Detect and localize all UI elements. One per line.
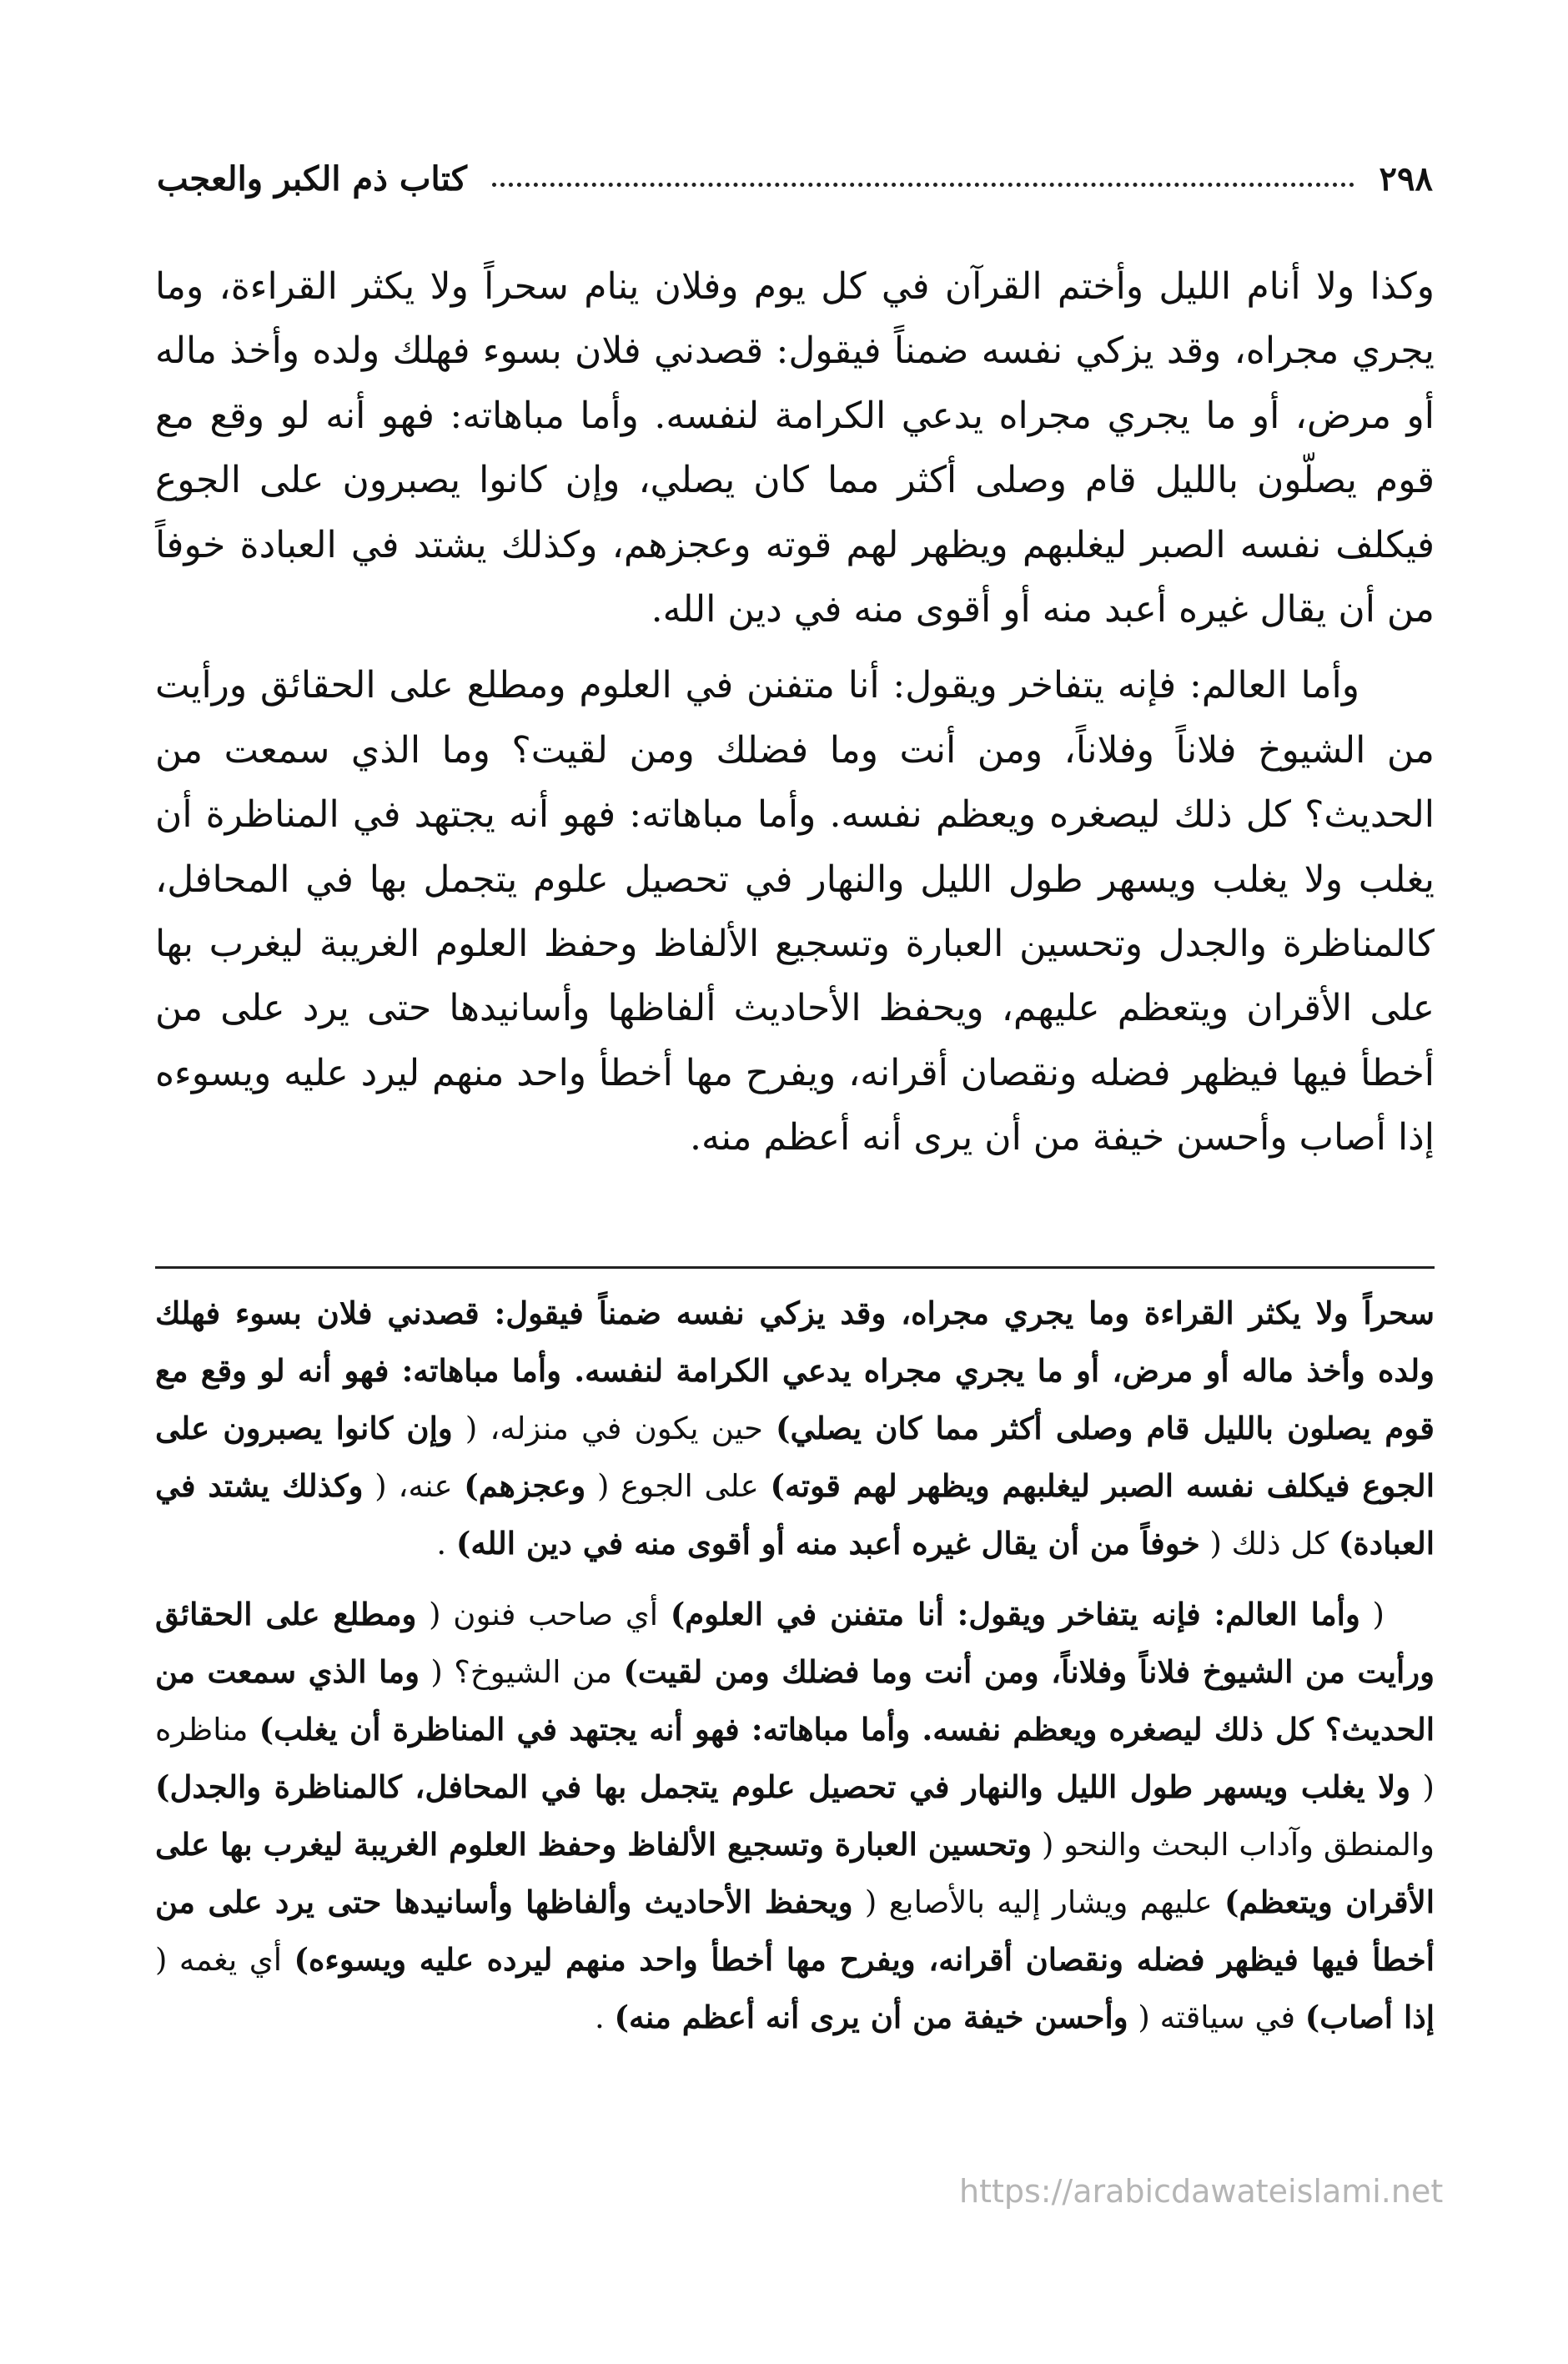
quoted-matn-text: سحراً ولا يكثر القراءة وما يجري مجراه، وقد يزكي نفسه ضمناً فيقول: قصدني فلان بسوء فهلك ولده وأخذ ماله أو مرض، أو ما يجري مجراه يدعي الكرامة لنفسه. وأما مباهاته: فهو أنه لو وقع مع قوم يصلون بالليل قام وصلى أكثر مما كان يصلي): [155, 1295, 1435, 1446]
quoted-matn-text: وأحسن خيفة من أن يرى أنه أعظم منه): [614, 1999, 1128, 2035]
commentary-text: أي صاحب فنون (: [416, 1597, 671, 1632]
commentary-text: .: [436, 1526, 456, 1562]
commentary-text: عنه، (: [363, 1468, 465, 1504]
main-paragraph-1: وكذا ولا أنام الليل وأختم القرآن في كل يوم وفلان ينام سحراً ولا يكثر القراءة، وما يجري مجراه، وقد يزكي نفسه ضمناً فيقول: قصدني فلان بسوء فهلك ولده وأخذ ماله أو مرض، أو ما يجري مجراه يدعي الكرامة لنفسه. وأما مباهاته: فهو أنه لو وقع مع قوم يصلّون بالليل قام وصلى أكثر مما كان يصلي، وإن كانوا يصبرون على الجوع فيكلف نفسه الصبر ليغلبهم ويظهر لهم قوته وعجزهم، وكذلك يشتد في العبادة خوفاً من أن يقال غيره أعبد منه أو أقوى منه في دين الله.: [155, 265, 1435, 631]
commentary-text: والمنطق وآداب البحث والنحو (: [1032, 1827, 1435, 1863]
footnote-separator: [155, 1266, 1435, 1269]
quoted-matn-text: ولا يغلب ويسهر طول الليل والنهار في تحصيل علوم يتجمل بها في المحافل، كالمناظرة والجدل): [155, 1768, 1411, 1805]
commentary-paragraph-2: [155, 1586, 1435, 2046]
header-dotted-leader: [492, 183, 1354, 187]
main-text: [155, 254, 1435, 1170]
quoted-matn-text: ويحفظ الأحاديث وألفاظها وأسانيدها حتى يرد على من أخطأ فيها فيظهر فضله ونقصان أقرانه، ويفرح مها أخطأ واحد منهم ليرده عليه ويسوءه): [155, 1884, 1435, 1978]
commentary-text: مناظره (: [155, 1712, 1435, 1805]
quoted-matn-text: وما الذي سمعت من الحديث؟ كل ذلك ليصغره ويعظم نفسه. وأما مباهاته: فهو أنه يجتهد في المناظرة أن يغلب): [155, 1653, 1435, 1748]
commentary-text: حين يكون في منزله، (: [452, 1411, 776, 1446]
commentary-text: (: [1359, 1597, 1385, 1632]
commentary-text: .: [594, 1999, 615, 2035]
commentary-text: أي يغمه (: [155, 1942, 294, 1978]
running-title: كتاب ذم الكبر والعجب: [157, 159, 467, 199]
page-number: ٢٩٨: [1379, 159, 1433, 199]
quoted-matn-text: خوفاً من أن يقال غيره أعبد منه أو أقوى منه في دين الله): [455, 1525, 1200, 1562]
quoted-matn-text: وتحسين العبارة وتسجيع الألفاظ وحفظ العلوم الغريبة ليغرب بها على الأقران ويتعظم): [155, 1826, 1435, 1920]
quoted-matn-text: وإن كانوا يصبرون على الجوع فيكلف نفسه الصبر ليغلبهم ويظهر لهم قوته): [155, 1410, 1435, 1504]
main-paragraph-2: وأما العالم: فإنه يتفاخر ويقول: أنا متفنن في العلوم ومطلع على الحقائق ورأيت من الشيوخ فلاناً وفلاناً، ومن أنت وما فضلك ومن لقيت؟ وما الذي سمعت من الحديث؟ كل ذلك ليصغره ويعظم نفسه. وأما مباهاته: فهو أنه يجتهد في المناظرة أن يغلب ولا يغلب ويسهر طول الليل والنهار في تحصيل علوم يتجمل بها في المحافل، كالمناظرة والجدل وتحسين العبارة وتسجيع الألفاظ وحفظ العلوم الغريبة ليغرب بها على الأقران ويتعظم عليهم، ويحفظ الأحاديث ألفاظها وأسانيدها حتى يرد على من أخطأ فيها فيظهر فضله ونقصان أقرانه، ويفرح مها أخطأ واحد منهم ليرد عليه ويسوءه إذا أصاب وأحسن خيفة من أن يرى أنه أعظم منه.: [155, 664, 1435, 1159]
watermark-url: https://arabicdawateislami.net: [959, 2173, 1444, 2210]
commentary: [155, 1285, 1435, 2046]
quoted-matn-text: وأما العالم: فإنه يتفاخر ويقول: أنا متفنن في العلوم): [670, 1596, 1360, 1632]
commentary-text: عليهم ويشار إليه بالأصابع (: [852, 1884, 1225, 1920]
quoted-matn-text: إذا أصاب): [1304, 1999, 1435, 2035]
commentary-paragraph-1: [155, 1285, 1435, 1572]
page-header: [157, 148, 1433, 199]
commentary-text: كل ذلك (: [1199, 1526, 1339, 1562]
quoted-matn-text: وكذلك يشتد في العبادة): [155, 1467, 1435, 1562]
quoted-matn-text: ومطلع على الحقائق ورأيت من الشيوخ فلاناً وفلاناً، ومن أنت وما فضلك ومن لقيت): [155, 1596, 1435, 1690]
commentary-text: على الجوع (: [585, 1468, 771, 1504]
quoted-matn-text: وعجزهم): [464, 1467, 586, 1504]
commentary-text: في سياقته (: [1128, 1999, 1305, 2035]
commentary-text: من الشيوخ؟ (: [419, 1654, 624, 1690]
